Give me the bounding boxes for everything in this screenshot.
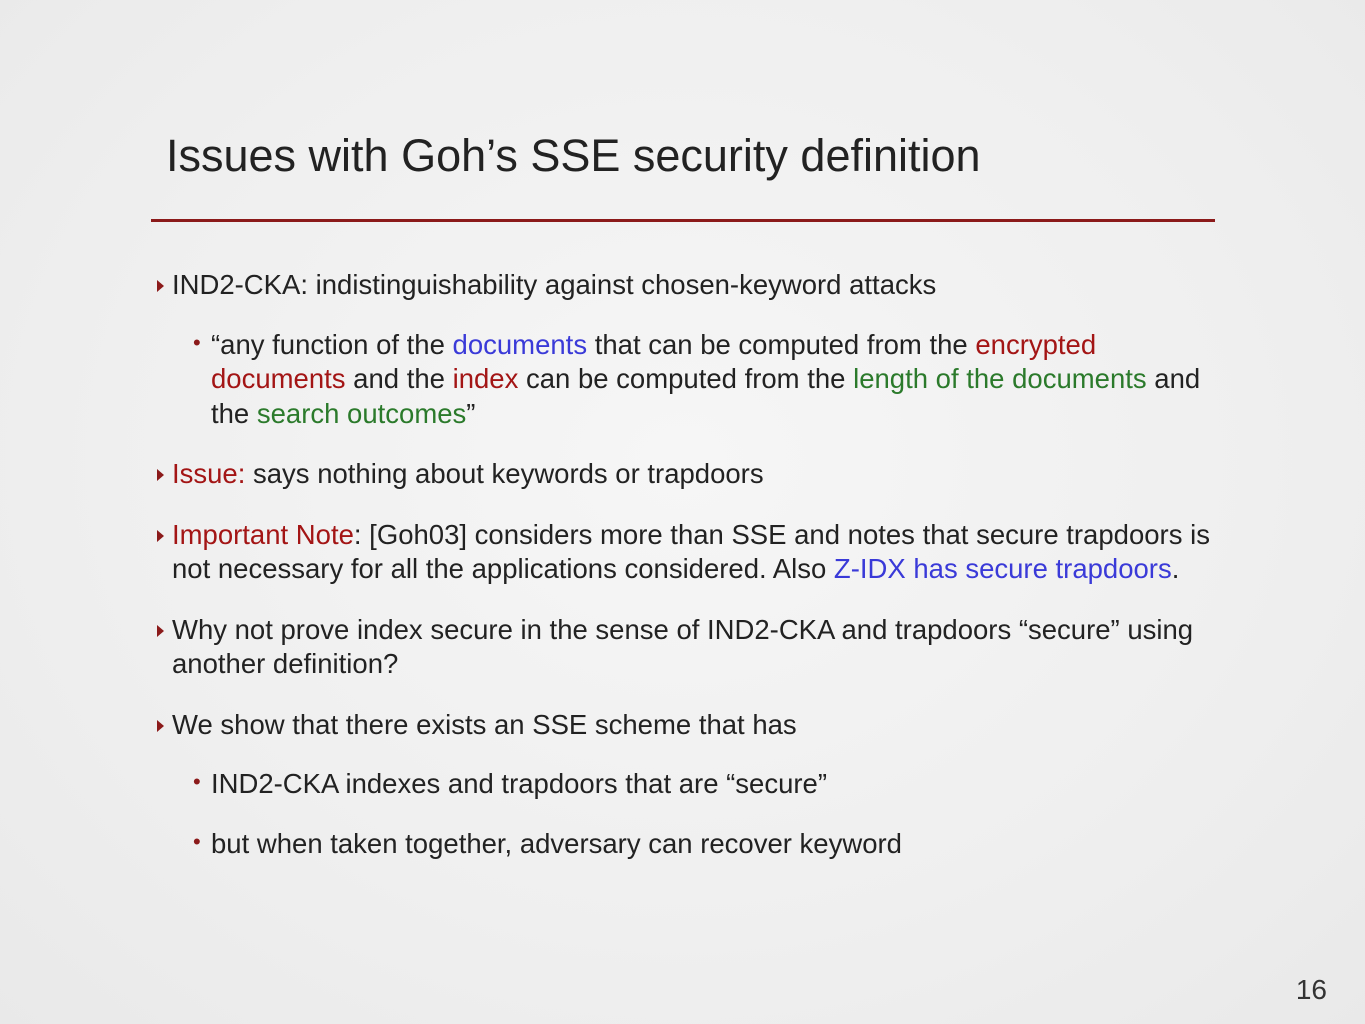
bullet-we-show xyxy=(157,708,1217,743)
triangle-bullet-icon xyxy=(157,469,164,481)
slide-title: Issues with Goh’s SSE security definition xyxy=(166,130,981,181)
text-segment: ” xyxy=(466,397,476,429)
highlight-search-outcomes: search outcomes xyxy=(256,397,467,429)
bullet-why-not xyxy=(157,613,1217,682)
highlight-encrypted-documents: encrypted documents xyxy=(211,328,1097,394)
text-segment: . xyxy=(1171,553,1180,584)
triangle-bullet-icon xyxy=(157,720,164,732)
sub-bullet-recover-keyword xyxy=(193,827,1217,862)
dot-bullet-icon: • xyxy=(193,828,201,854)
bullet-text: IND2-CKA indexes and trapdoors that are “secure” xyxy=(211,768,827,799)
bullet-important-note xyxy=(157,518,1217,587)
triangle-bullet-icon xyxy=(157,530,164,542)
text-segment: “any function of the xyxy=(211,328,453,360)
bullet-text: says nothing about keywords or trapdoors xyxy=(245,458,764,489)
bullet-text: : [Goh03] considers more than SSE and notes that secure trapdoors is not necessary for all the applications considered. Also xyxy=(172,518,1210,584)
sub-bullet-definition xyxy=(193,328,1217,432)
highlight-documents: documents xyxy=(452,328,588,360)
bullet-text: Why not prove index secure in the sense of IND2-CKA and trapdoors “secure” using another definition? xyxy=(172,613,1194,679)
issue-label: Issue: xyxy=(172,458,246,489)
bullet-text: IND2-CKA: indistinguishability against chosen-keyword attacks xyxy=(172,269,937,300)
bullet-list xyxy=(157,268,1217,887)
bullet-issue xyxy=(157,457,1217,492)
sub-bullet-indexes-trapdoors xyxy=(193,767,1217,802)
bullet-text: We show that there exists an SSE scheme that has xyxy=(172,708,797,740)
text-segment: and the xyxy=(345,363,453,394)
important-note-label: Important Note xyxy=(172,518,354,550)
bullet-ind2-cka xyxy=(157,268,1217,303)
dot-bullet-icon: • xyxy=(193,769,201,794)
highlight-length-of-documents: length of the documents xyxy=(853,363,1147,394)
title-divider xyxy=(151,219,1215,222)
text-segment: can be computed from the xyxy=(518,363,854,394)
text-segment: and the xyxy=(211,363,1201,429)
page-number: 16 xyxy=(1295,974,1327,1005)
bullet-text: but when taken together, adversary can recover keyword xyxy=(211,827,902,859)
highlight-z-idx: Z-IDX has secure trapdoors xyxy=(833,553,1172,584)
triangle-bullet-icon xyxy=(157,280,164,292)
text-segment: that can be computed from the xyxy=(587,328,976,360)
dot-bullet-icon: • xyxy=(193,329,201,355)
highlight-index: index xyxy=(452,363,519,394)
triangle-bullet-icon xyxy=(157,625,164,637)
